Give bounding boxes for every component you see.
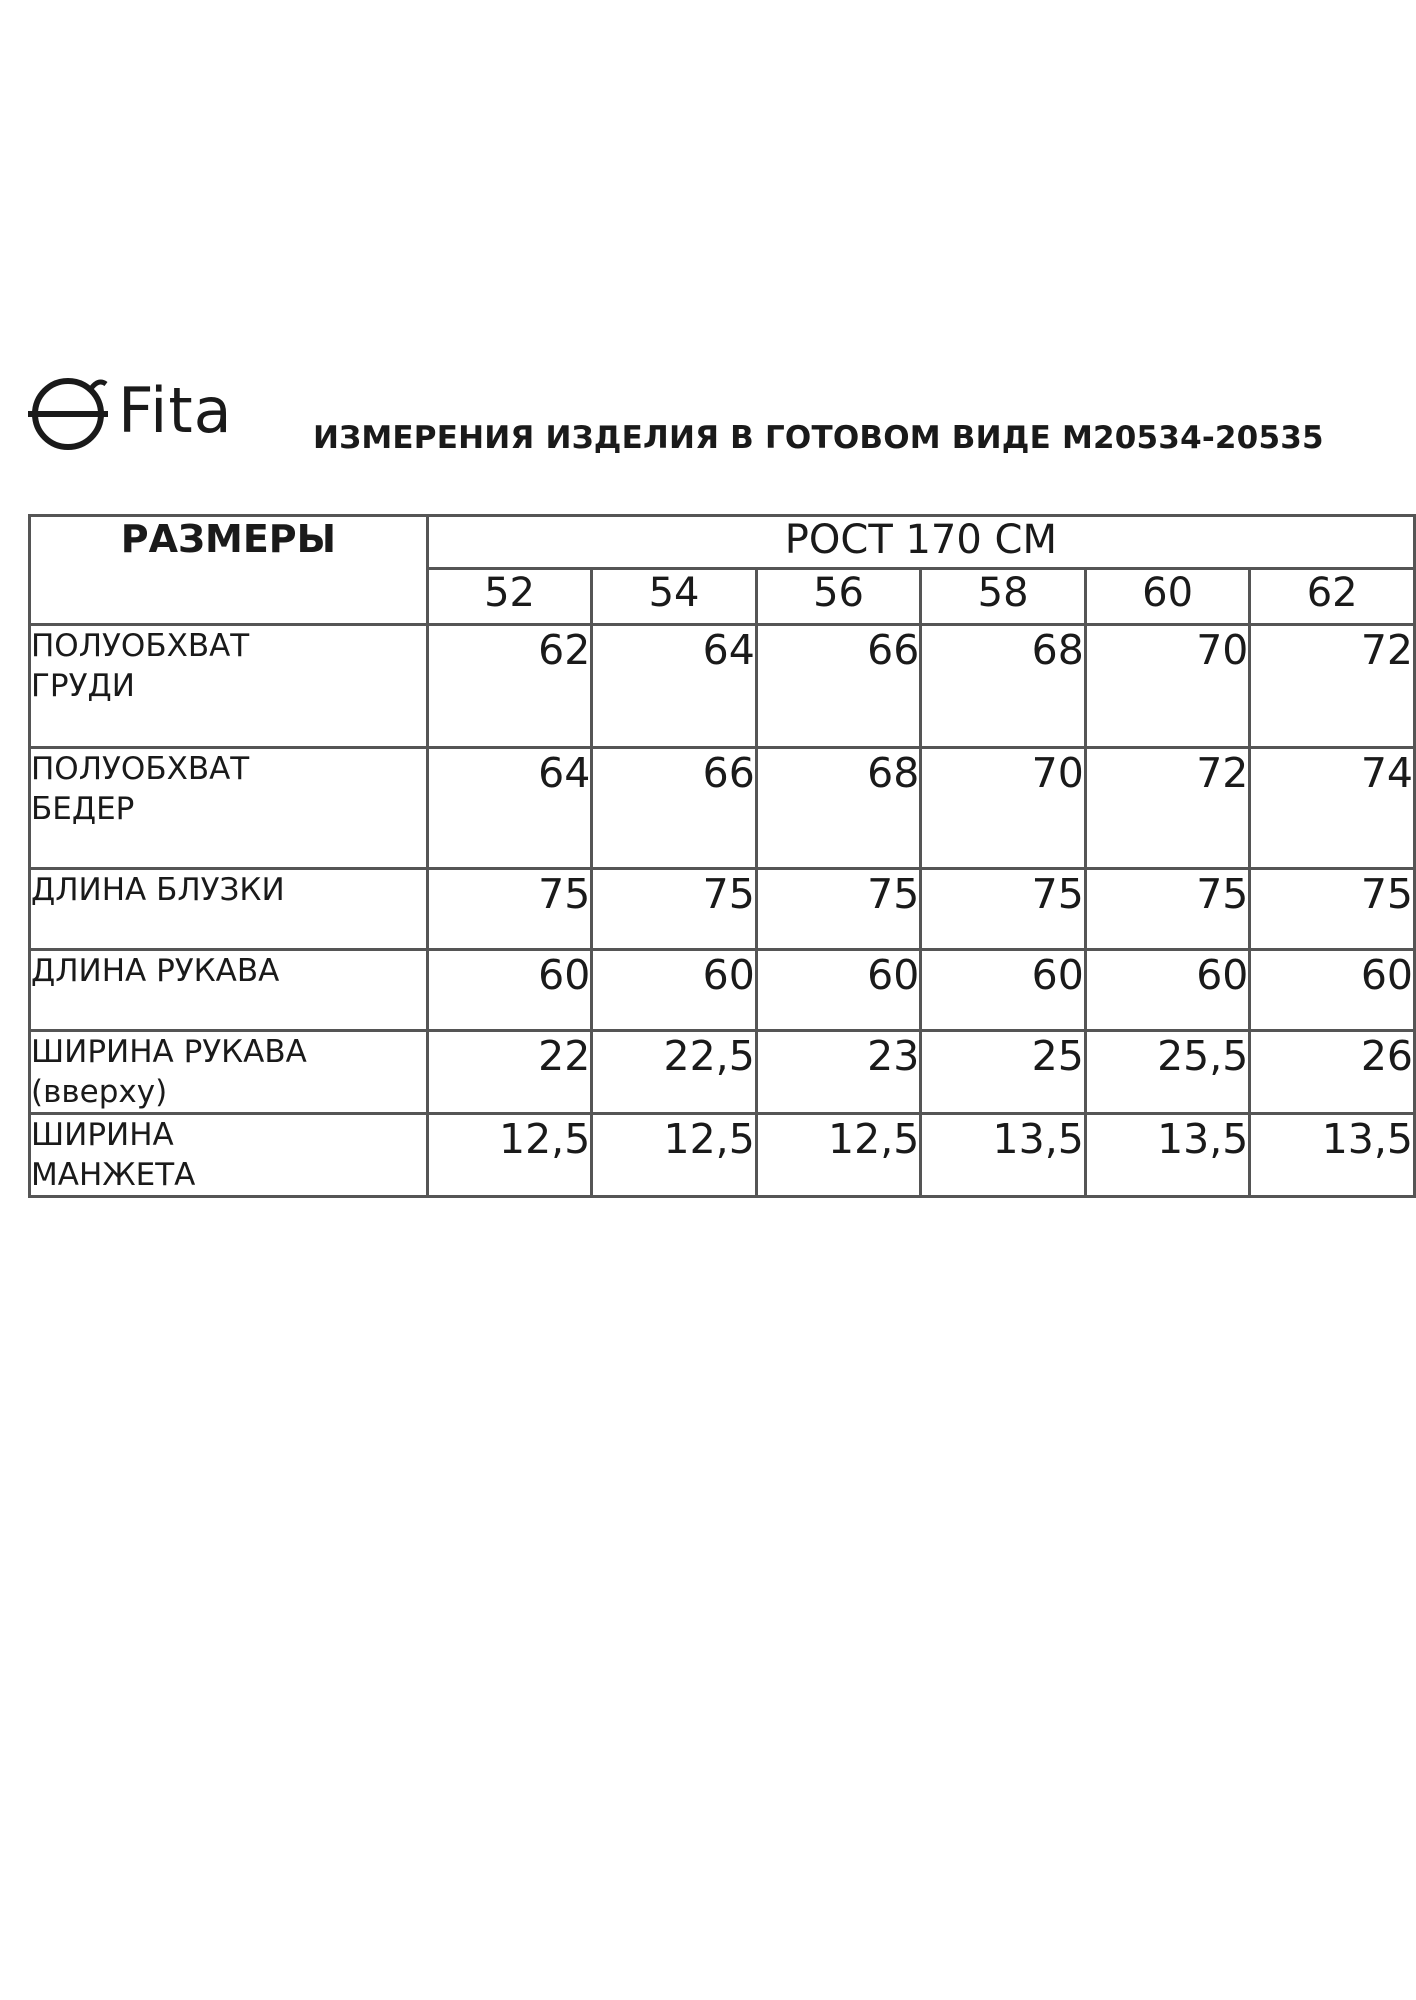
sizes-header: РАЗМЕРЫ bbox=[30, 516, 428, 625]
row-label-text: ШИРИНА МАНЖЕТА bbox=[31, 1117, 196, 1193]
table-row bbox=[30, 1114, 1415, 1197]
table-cell: 68 bbox=[756, 748, 921, 869]
size-column-header: 52 bbox=[427, 569, 592, 625]
table-cell: 68 bbox=[921, 625, 1086, 748]
table-cell: 13,5 bbox=[1250, 1114, 1415, 1197]
table-cell: 70 bbox=[921, 748, 1086, 869]
row-label-text: ПОЛУОБХВАТ ГРУДИ bbox=[31, 628, 250, 704]
brand-name: Fita bbox=[118, 374, 233, 447]
size-column-header: 58 bbox=[921, 569, 1086, 625]
size-table bbox=[28, 514, 1416, 1198]
table-row bbox=[30, 950, 1415, 1031]
table-cell: 66 bbox=[756, 625, 921, 748]
table-cell: 13,5 bbox=[1085, 1114, 1250, 1197]
table-cell: 70 bbox=[1085, 625, 1250, 748]
table-cell: 60 bbox=[1250, 950, 1415, 1031]
table-row bbox=[30, 1031, 1415, 1114]
row-label-text: ШИРИНА РУКАВА (вверху) bbox=[31, 1034, 307, 1110]
table-row bbox=[30, 869, 1415, 950]
table-cell: 74 bbox=[1250, 748, 1415, 869]
table-row bbox=[30, 625, 1415, 748]
table-cell: 72 bbox=[1085, 748, 1250, 869]
row-label bbox=[30, 1031, 428, 1114]
table-cell: 64 bbox=[592, 625, 757, 748]
table-cell: 23 bbox=[756, 1031, 921, 1114]
table-cell: 72 bbox=[1250, 625, 1415, 748]
table-cell: 75 bbox=[427, 869, 592, 950]
table-cell: 60 bbox=[921, 950, 1086, 1031]
table-cell: 75 bbox=[756, 869, 921, 950]
row-label: ДЛИНА БЛУЗКИ bbox=[30, 869, 428, 950]
table-cell: 12,5 bbox=[427, 1114, 592, 1197]
table-cell: 60 bbox=[592, 950, 757, 1031]
size-column-header: 60 bbox=[1085, 569, 1250, 625]
size-column-header: 56 bbox=[756, 569, 921, 625]
size-table-container bbox=[28, 514, 1413, 1211]
table-cell: 13,5 bbox=[921, 1114, 1086, 1197]
table-cell: 62 bbox=[427, 625, 592, 748]
table-cell: 66 bbox=[592, 748, 757, 869]
size-column-header: 54 bbox=[592, 569, 757, 625]
table-cell: 75 bbox=[1250, 869, 1415, 950]
document-title: ИЗМЕРЕНИЯ ИЗДЕЛИЯ В ГОТОВОМ ВИДЕ М20534-20535 bbox=[313, 420, 1324, 456]
table-cell: 60 bbox=[1085, 950, 1250, 1031]
table-cell: 22,5 bbox=[592, 1031, 757, 1114]
table-cell: 22 bbox=[427, 1031, 592, 1114]
row-label bbox=[30, 748, 428, 869]
table-cell: 25,5 bbox=[1085, 1031, 1250, 1114]
table-cell: 75 bbox=[592, 869, 757, 950]
row-label bbox=[30, 625, 428, 748]
table-cell: 64 bbox=[427, 748, 592, 869]
table-cell: 60 bbox=[427, 950, 592, 1031]
table-cell: 12,5 bbox=[592, 1114, 757, 1197]
row-label-text: ПОЛУОБХВАТ БЕДЕР bbox=[31, 751, 250, 827]
row-label: ДЛИНА РУКАВА bbox=[30, 950, 428, 1031]
row-label bbox=[30, 1114, 428, 1197]
brand-logo bbox=[28, 372, 260, 450]
fita-logo-icon bbox=[28, 372, 108, 450]
table-cell: 75 bbox=[921, 869, 1086, 950]
document-header bbox=[28, 368, 1333, 458]
table-cell: 12,5 bbox=[756, 1114, 921, 1197]
table-cell: 60 bbox=[756, 950, 921, 1031]
table-cell: 25 bbox=[921, 1031, 1086, 1114]
table-cell: 75 bbox=[1085, 869, 1250, 950]
table-row bbox=[30, 748, 1415, 869]
height-header: РОСТ 170 СМ bbox=[427, 516, 1414, 569]
size-column-header: 62 bbox=[1250, 569, 1415, 625]
table-cell: 26 bbox=[1250, 1031, 1415, 1114]
